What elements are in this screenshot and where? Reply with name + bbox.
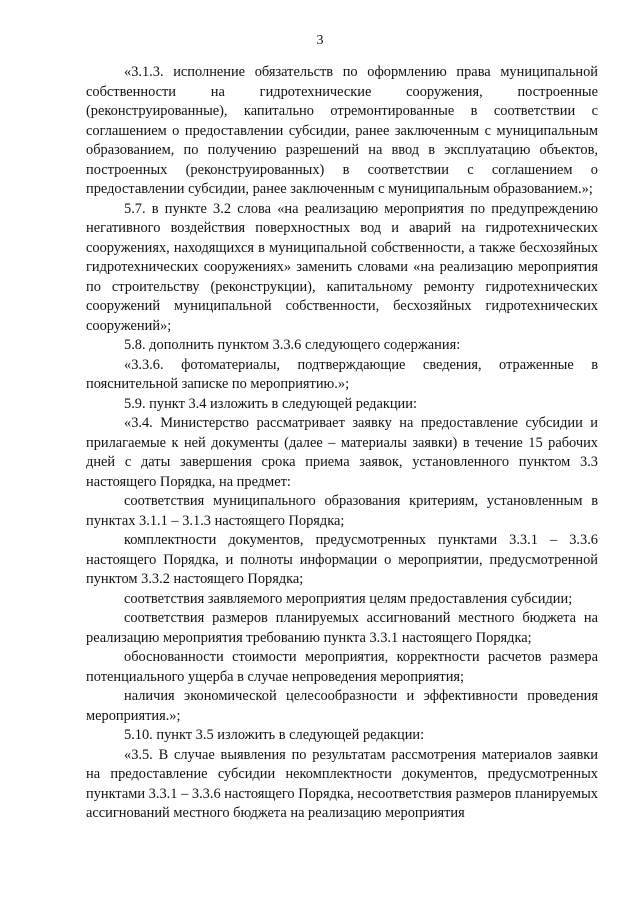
document-body <box>86 63 598 824</box>
paragraph-3-1-3: «3.1.3. исполнение обязательств по оформлению права муниципальной собственности на гидротехнические сооружения, построенные (реконструированные), капитально отремонтированные в соответствии с соглашением о предоставлении субсидии, ранее заключенным с муниципальным образованием, по получению разрешений на ввод в эксплуатацию объектов, построенных (реконструированных) в соответствии с соглашением о предоставлении субсидии, ранее заключенным с муниципальным образованием.»; <box>86 64 598 197</box>
paragraph-5-10: 5.10. пункт 3.5 изложить в следующей редакции: <box>124 727 425 743</box>
criterion-efficiency: наличия экономической целесообразности и эффективности проведения мероприятия.»; <box>86 688 598 724</box>
paragraph-5-9: 5.9. пункт 3.4 изложить в следующей редакции: <box>124 395 417 412</box>
criterion-compliance: соответствия муниципального образования критериям, установленным в пунктах 3.1.1 – 3.1.3 настоящего Порядка; <box>86 493 598 529</box>
criterion-cost-validity: обоснованности стоимости мероприятия, корректности расчетов размера потенциального ущерба в случае непроведения мероприятия; <box>86 649 598 685</box>
page-number: 3 <box>316 33 324 48</box>
paragraph-3-4: «3.4. Министерство рассматривает заявку на предоставление субсидии и прилагаемые к ней документы (далее – материалы заявки) в течение 15 рабочих дней с даты завершения срока приема заявок, установленного пунктом 3.3 настоящего Порядка, на предмет: <box>86 415 598 490</box>
criterion-completeness: комплектности документов, предусмотренных пунктами 3.3.1 – 3.3.6 настоящего Порядка, и полноты информации о мероприятии, предусмотренной пунктом 3.3.2 настоящего Порядка; <box>86 532 598 587</box>
criterion-budget: соответствия размеров планируемых ассигнований местного бюджета на реализацию мероприятия требованию пункта 3.3.1 настоящего Порядка; <box>86 610 598 646</box>
paragraph-3-5: «3.5. В случае выявления по результатам рассмотрения материалов заявки на предоставление субсидии некомплектности документов, предусмотренных пунктами 3.3.1 – 3.3.6 настоящего Порядка, несоответствия размеров планируемых ассигнований местного бюджета на реализацию мероприятия <box>86 746 598 821</box>
paragraph-3-3-6: «3.3.6. фотоматериалы, подтверждающие сведения, отраженные в пояснительной записке по мероприятию.»; <box>86 356 598 392</box>
paragraph-5-8: 5.8. дополнить пунктом 3.3.6 следующего содержания: <box>124 337 461 353</box>
criterion-goals: соответствия заявляемого мероприятия целям предоставления субсидии; <box>124 590 573 607</box>
paragraph-5-7: 5.7. в пункте 3.2 слова «на реализацию мероприятия по предупреждению негативного воздействия поверхностных вод и аварий на гидротехнических сооружениях, находящихся в муниципальной собственности, а также бесхозяйных гидротехнических сооружениях» заменить словами «на реализацию мероприятия по строительству (реконструкции), капитальному ремонту гидротехнических сооружений муниципальной собственности, бесхозяйных гидротехнических сооружений»; <box>86 200 598 334</box>
